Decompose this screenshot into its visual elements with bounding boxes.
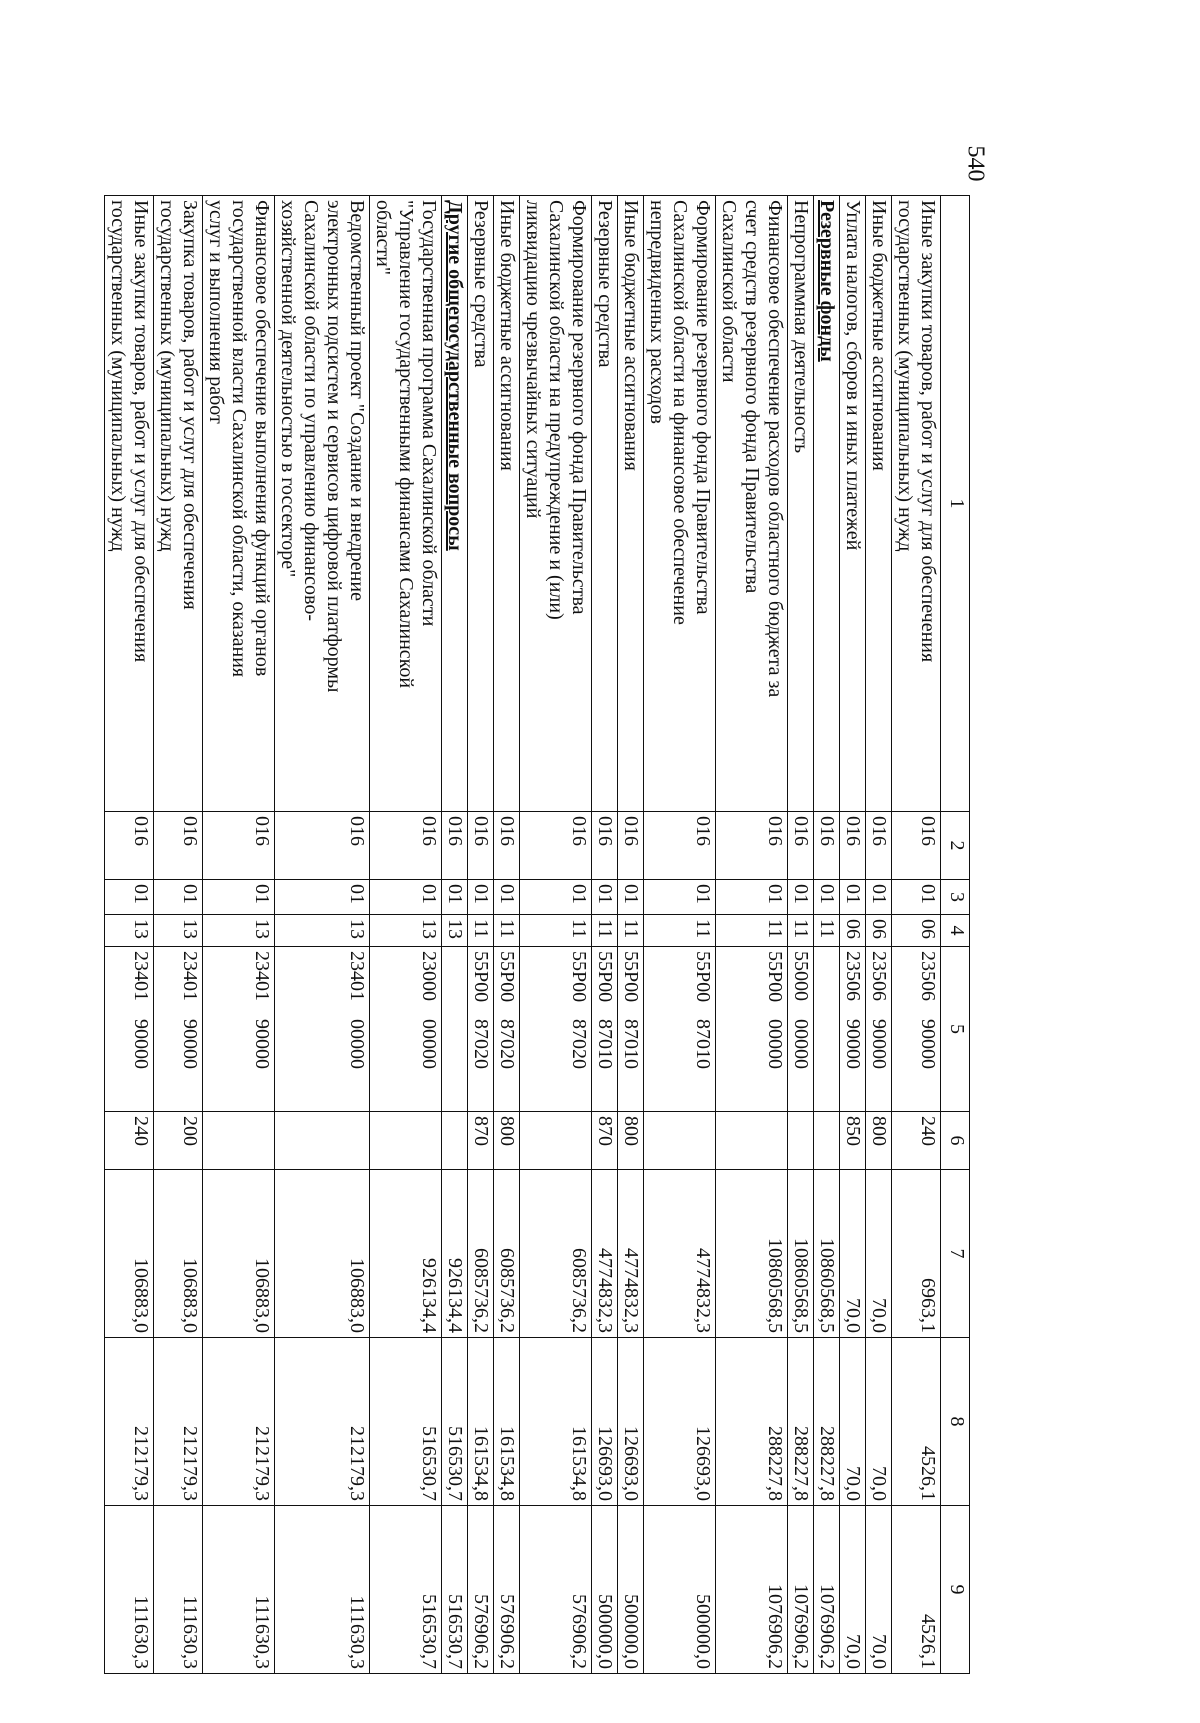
code-cell: 016 [370,812,442,880]
section-cell: 01 [105,880,154,915]
target-article-cell [840,947,866,1112]
amount-cell: 576906,2 [494,1506,520,1674]
subsection-cell: 13 [370,915,442,947]
amount-cell: 288227,8 [814,1338,840,1506]
table-row [105,196,154,1674]
code-cell: 016 [105,812,154,880]
amount-cell: 4774832,3 [618,1170,644,1338]
target-article-part: 90000 [251,1019,273,1069]
target-article-part: 23401 [251,951,273,1001]
amount-cell: 126693,0 [592,1338,618,1506]
target-article-part: 55P00 [496,951,518,1003]
table-row [618,196,644,1674]
amount-cell: 1076906,2 [814,1506,840,1674]
table-row [892,196,941,1674]
code-cell: 016 [154,812,203,880]
amount-cell: 6963,1 [892,1170,941,1338]
target-article-part: 90000 [179,1019,201,1069]
table-row [520,196,592,1674]
amount-cell: 111630,3 [203,1506,275,1674]
amount-cell: 70,0 [866,1506,892,1674]
amount-cell: 576906,2 [520,1506,592,1674]
amount-cell: 516530,7 [442,1338,468,1506]
subsection-cell: 06 [866,915,892,947]
expense-type-cell [644,1112,716,1170]
amount-cell: 70,0 [840,1338,866,1506]
target-article-cell [105,947,154,1112]
section-cell: 01 [644,880,716,915]
target-article-part: 23401 [346,951,368,1001]
target-article-part: 55000 [790,951,812,1001]
amount-cell: 106883,0 [203,1170,275,1338]
amount-cell: 111630,3 [275,1506,370,1674]
expense-type-cell [370,1112,442,1170]
row-name-cell: Иные бюджетные ассигнования [618,196,644,812]
header-row [941,196,970,1674]
amount-cell: 516530,7 [370,1506,442,1674]
row-name-cell: Резервные фонды [814,196,840,812]
amount-cell: 70,0 [840,1170,866,1338]
amount-cell: 516530,7 [370,1338,442,1506]
target-article-part: 00000 [346,1019,368,1069]
subsection-cell: 13 [105,915,154,947]
section-cell: 01 [154,880,203,915]
table-row [644,196,716,1674]
section-cell: 01 [788,880,814,915]
amount-cell: 70,0 [840,1506,866,1674]
amount-cell: 4774832,3 [644,1170,716,1338]
amount-cell: 6085736,2 [494,1170,520,1338]
expense-type-cell [520,1112,592,1170]
row-name-cell: Финансовое обеспечение выполнения функций органов государственной власти Сахалинской области, оказания услуг и выполнения работ [203,196,275,812]
table-row [370,196,442,1674]
code-cell: 016 [840,812,866,880]
code-cell: 016 [866,812,892,880]
row-name-cell: Формирование резервного фонда Правительства Сахалинской области на предупреждение и (или) ликвидацию чрезвычайных ситуаций [520,196,592,812]
section-cell: 01 [592,880,618,915]
section-cell: 01 [520,880,592,915]
target-article-part: 90000 [130,1019,152,1069]
row-name-cell: Резервные средства [468,196,494,812]
target-article-cell [814,947,840,1112]
target-article-cell [592,947,618,1112]
code-cell: 016 [203,812,275,880]
row-name-cell: Закупка товаров, работ и услуг для обеспечения государственных (муниципальных) нужд [154,196,203,812]
subsection-cell: 11 [468,915,494,947]
target-article-part: 00000 [764,1019,786,1069]
subsection-cell: 11 [814,915,840,947]
target-article-part: 55P00 [692,951,714,1003]
amount-cell: 288227,8 [716,1338,788,1506]
section-cell: 01 [370,880,442,915]
amount-cell: 111630,3 [105,1506,154,1674]
subsection-cell: 13 [154,915,203,947]
subsection-cell: 11 [592,915,618,947]
row-name-cell: Финансовое обеспечение расходов областного бюджета за счет средств резервного фонда Правительства Сахалинской области [716,196,788,812]
subsection-cell: 13 [275,915,370,947]
table-row [866,196,892,1674]
row-name-cell: Формирование резервного фонда Правительства Сахалинской области на финансовое обеспечение непредвиденных расходов [644,196,716,812]
header-cell: 9 [941,1506,970,1674]
amount-cell: 516530,7 [442,1506,468,1674]
header-cell: 4 [941,915,970,947]
table-row [840,196,866,1674]
target-article-cell [275,947,370,1112]
amount-cell: 126693,0 [618,1338,644,1506]
amount-cell: 10860568,5 [814,1170,840,1338]
target-article-part: 23000 [418,951,440,1001]
target-article-part: 87020 [470,1019,492,1069]
target-article-part: 87010 [692,1019,714,1069]
subsection-cell: 13 [442,915,468,947]
subsection-cell: 11 [788,915,814,947]
amount-cell: 161534,8 [520,1338,592,1506]
section-cell: 01 [814,880,840,915]
table-row [494,196,520,1674]
subsection-cell: 11 [494,915,520,947]
amount-cell: 106883,0 [105,1170,154,1338]
code-cell: 016 [788,812,814,880]
amount-cell: 10860568,5 [716,1170,788,1338]
amount-cell: 4774832,3 [592,1170,618,1338]
table-row [442,196,468,1674]
row-name-cell: Резервные средства [592,196,618,812]
row-name-cell: Ведомственный проект "Создание и внедрение электронных подсистем и сервисов цифровой платформы Сахалинской области по управлению финансово- хозяйственной деятельностью в госсекторе" [275,196,370,812]
section-cell: 01 [442,880,468,915]
expense-type-cell: 800 [618,1112,644,1170]
page-number: 540 [962,145,989,182]
expense-type-cell [203,1112,275,1170]
target-article-cell [370,947,442,1112]
expense-type-cell: 200 [154,1112,203,1170]
target-article-cell [788,947,814,1112]
header-cell: 3 [941,880,970,915]
table-row [154,196,203,1674]
section-cell: 01 [866,880,892,915]
target-article-cell [468,947,494,1112]
amount-cell: 500000,0 [592,1506,618,1674]
amount-cell: 126693,0 [644,1338,716,1506]
expense-type-cell: 240 [105,1112,154,1170]
target-article-part: 23506 [842,951,864,1001]
code-cell: 016 [442,812,468,880]
budget-table-container [50,195,970,1673]
amount-cell: 10860568,5 [788,1170,814,1338]
target-article-cell [520,947,592,1112]
code-cell: 016 [468,812,494,880]
table-row [468,196,494,1674]
expense-type-cell: 800 [866,1112,892,1170]
expense-type-cell [814,1112,840,1170]
table-row [592,196,618,1674]
code-cell: 016 [618,812,644,880]
target-article-part: 55P00 [470,951,492,1003]
target-article-part: 23401 [179,951,201,1001]
header-cell: 2 [941,812,970,880]
section-cell: 01 [618,880,644,915]
subsection-cell: 11 [618,915,644,947]
code-cell: 016 [644,812,716,880]
target-article-part: 55P00 [594,951,616,1003]
amount-cell: 106883,0 [275,1170,370,1338]
amount-cell: 500000,0 [644,1506,716,1674]
subsection-cell: 11 [520,915,592,947]
expense-type-cell: 870 [592,1112,618,1170]
target-article-cell [154,947,203,1112]
table-row [716,196,788,1674]
amount-cell: 500000,0 [618,1506,644,1674]
code-cell: 016 [494,812,520,880]
table-row [275,196,370,1674]
row-name-cell: Уплата налогов, сборов и иных платежей [840,196,866,812]
amount-cell: 70,0 [866,1338,892,1506]
target-article-part: 55P00 [620,951,642,1003]
target-article-part: 90000 [842,1019,864,1069]
amount-cell: 161534,8 [494,1338,520,1506]
expense-type-cell [716,1112,788,1170]
row-name-cell: Государственная программа Сахалинской области "Управление государственными финансами Сахалинской области" [370,196,442,812]
target-article-cell [716,947,788,1112]
amount-cell: 926134,4 [442,1170,468,1338]
subsection-cell: 06 [840,915,866,947]
row-name-cell: Иные закупки товаров, работ и услуг для обеспечения государственных (муниципальных) нужд [892,196,941,812]
target-article-cell [442,947,468,1112]
target-article-part: 87010 [594,1019,616,1069]
section-cell: 01 [468,880,494,915]
budget-table [104,195,970,1674]
target-article-cell [892,947,941,1112]
target-article-part: 55P00 [764,951,786,1003]
amount-cell: 106883,0 [154,1170,203,1338]
target-article-part: 00000 [418,1019,440,1069]
header-cell: 7 [941,1170,970,1338]
table-row [788,196,814,1674]
code-cell: 016 [716,812,788,880]
target-article-part: 55P00 [568,951,590,1003]
row-name-cell: Иные закупки товаров, работ и услуг для обеспечения государственных (муниципальных) нужд [105,196,154,812]
expense-type-cell [788,1112,814,1170]
code-cell: 016 [892,812,941,880]
amount-cell: 212179,3 [154,1338,203,1506]
amount-cell: 576906,2 [468,1506,494,1674]
target-article-part: 90000 [868,1019,890,1069]
amount-cell: 212179,3 [275,1338,370,1506]
row-name-cell: Непрограммная деятельность [788,196,814,812]
subsection-cell: 11 [644,915,716,947]
header-cell: 5 [941,947,970,1112]
section-cell: 01 [716,880,788,915]
section-cell: 01 [494,880,520,915]
amount-cell: 4526,1 [892,1338,941,1506]
code-cell: 016 [275,812,370,880]
amount-cell: 212179,3 [105,1338,154,1506]
subsection-cell: 11 [716,915,788,947]
target-article-part: 87020 [496,1019,518,1069]
amount-cell: 4526,1 [892,1506,941,1674]
expense-type-cell: 870 [468,1112,494,1170]
section-cell: 01 [275,880,370,915]
expense-type-cell [442,1112,468,1170]
section-cell: 01 [840,880,866,915]
expense-type-cell: 240 [892,1112,941,1170]
amount-cell: 1076906,2 [716,1506,788,1674]
header-cell: 1 [941,196,970,812]
code-cell: 016 [592,812,618,880]
code-cell: 016 [520,812,592,880]
amount-cell: 288227,8 [788,1338,814,1506]
header-cell: 8 [941,1338,970,1506]
row-name-cell: Иные бюджетные ассигнования [494,196,520,812]
table-row [203,196,275,1674]
expense-type-cell: 850 [840,1112,866,1170]
amount-cell: 161534,8 [468,1338,494,1506]
subsection-cell: 13 [203,915,275,947]
amount-cell: 111630,3 [154,1506,203,1674]
expense-type-cell: 800 [494,1112,520,1170]
code-cell: 016 [814,812,840,880]
target-article-cell [644,947,716,1112]
row-name-cell: Иные бюджетные ассигнования [866,196,892,812]
amount-cell: 926134,4 [370,1170,442,1338]
target-article-part: 87010 [620,1019,642,1069]
table-row [814,196,840,1674]
amount-cell: 1076906,2 [788,1506,814,1674]
section-cell: 01 [892,880,941,915]
target-article-part: 23506 [868,951,890,1001]
expense-type-cell [275,1112,370,1170]
row-name-cell: Другие общегосударственные вопросы [442,196,468,812]
target-article-cell [866,947,892,1112]
target-article-part: 87020 [568,1019,590,1069]
target-article-cell [494,947,520,1112]
section-cell: 01 [203,880,275,915]
target-article-part: 00000 [790,1019,812,1069]
amount-cell: 6085736,2 [520,1170,592,1338]
amount-cell: 6085736,2 [468,1170,494,1338]
target-article-cell [618,947,644,1112]
subsection-cell: 06 [892,915,941,947]
header-cell: 6 [941,1112,970,1170]
target-article-part: 23401 [130,951,152,1001]
amount-cell: 70,0 [866,1170,892,1338]
target-article-part: 23506 [917,951,939,1001]
amount-cell: 212179,3 [203,1338,275,1506]
target-article-cell [203,947,275,1112]
target-article-part: 90000 [917,1019,939,1069]
